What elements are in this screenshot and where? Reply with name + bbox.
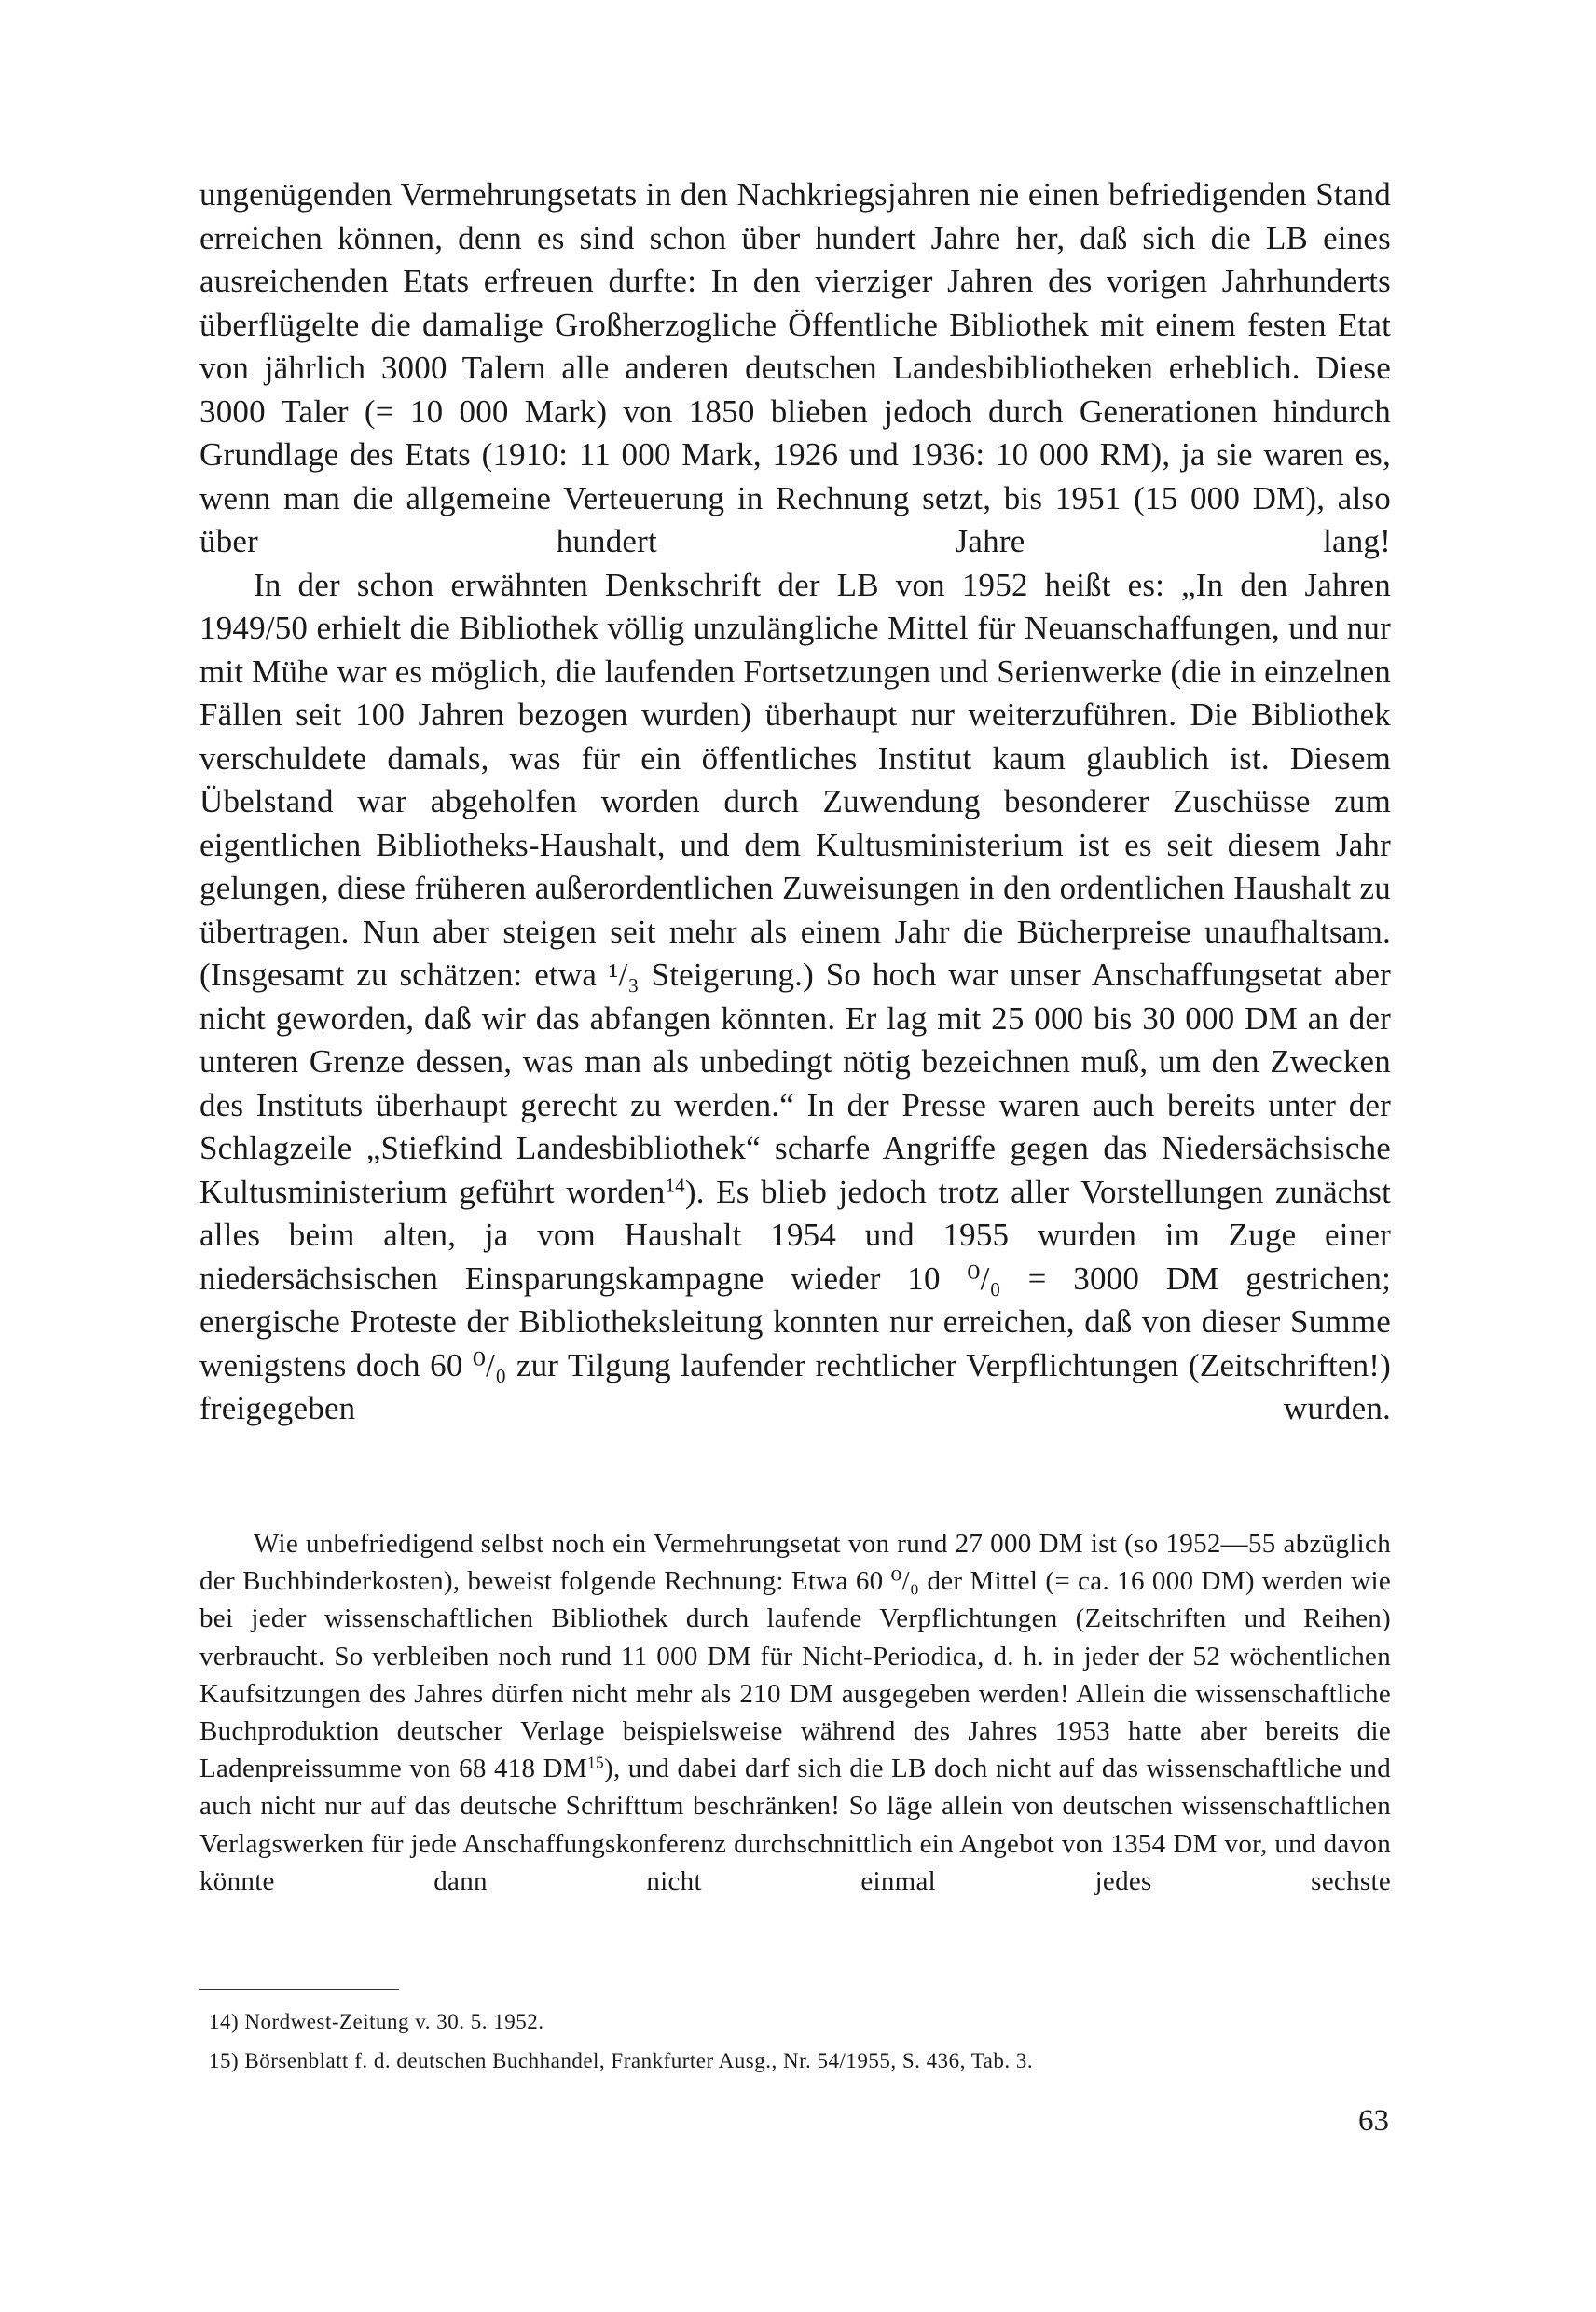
small-paragraph-text: Wie unbefriedigend selbst noch ein Vermehrungsetat von rund 27 000 DM ist (so 1952—55 abzüglich der Buchbinderkosten), beweist folgende Rechnung: Etwa 60 ⁰/₀ der Mittel (= ca. 16 000 DM) werden wie bei jeder wissenschaftlichen Bibliothek durch laufende Verpflichtungen (Zeitschriften und Reihen) verbraucht. So verbleiben noch rund 11 000 DM für Nicht-Periodica, d. h. in jeder der 52 wöchentlichen Kaufsitzungen des Jahres dürfen nicht mehr als 210 DM ausgegeben werden! Allein die wissenschaftliche Buchproduktion deutscher Verlage beispielsweise während des Jahres 1953 hatte aber bereits die Ladenpreissumme von 68 418 DM [200, 1529, 1391, 1784]
footnote-14: 14) Nordwest-Zeitung v. 30. 5. 1952. [209, 2010, 544, 2033]
paragraph-2 [200, 564, 1391, 1431]
footnote-ref-14: 14 [665, 1173, 685, 1196]
small-print-text [200, 1525, 1391, 1900]
paragraph-1: ungenügenden Vermehrungsetats in den Nachkriegsjahren nie einen befriedigenden Stand erreichen können, denn es sind schon über hundert Jahre her, daß sich die LB eines ausreichenden Etats erfreuen durfte: In den vierziger Jahren des vorigen Jahrhunderts überflügelte die damalige Großherzogliche Öffentliche Bibliothek mit einem festen Etat von jährlich 3000 Talern alle anderen deutschen Landesbibliotheken erheblich. Diese 3000 Taler (= 10 000 Mark) von 1850 blieben jedoch durch Generationen hindurch Grundlage des Etats (1910: 11 000 Mark, 1926 und 1936: 10 000 RM), ja sie waren es, wenn man die allgemeine Verteuerung in Rechnung setzt, bis 1951 (15 000 DM), also über hundert Jahre lang! [200, 176, 1391, 559]
paragraph-2-text: In der schon erwähnten Denkschrift der LB von 1952 heißt es: „In den Jahren 1949/50 erhielt die Bibliothek völlig unzulängliche Mittel für Neuanschaffungen, und nur mit Mühe war es möglich, die laufenden Fortsetzungen und Serienwerke (die in einzelnen Fällen seit 100 Jahren bezogen wurden) überhaupt nur weiterzuführen. Die Bibliothek verschuldete damals, was für ein öffentliches Institut kaum glaublich ist. Diesem Übelstand war abgeholfen worden durch Zuwendung besonderer Zuschüsse zum eigentlichen Bibliotheks-Haushalt, und dem Kultusministerium ist es seit diesem Jahr gelungen, diese früheren außerordentlichen Zuweisungen in den ordentlichen Haushalt zu übertragen. Nun aber steigen seit mehr als einem Jahr die Bücherpreise unaufhaltsam. (Insgesamt zu schätzen: etwa ¹/₃ Steigerung.) So hoch war unser Anschaffungsetat aber nicht geworden, daß wir das abfangen könnten. Er lag mit 25 000 bis 30 000 DM an der unteren Grenze dessen, was man als unbedingt nötig bezeichnen muß, um den Zwecken des Instituts überhaupt gerecht zu werden.“ In der Presse waren auch bereits unter der Schlagzeile „Stiefkind Landesbibliothek“ scharfe Angriffe gegen das Niedersächsische Kultusministerium geführt worden [200, 566, 1391, 1210]
small-paragraph [200, 1525, 1391, 1900]
footnotes [200, 2002, 1391, 2081]
page-number: 63 [1358, 2104, 1389, 2138]
footnote-divider [200, 1989, 399, 1990]
footnote-15: 15) Börsenblatt f. d. deutschen Buchhandel, Frankfurter Ausg., Nr. 54/1955, S. 436, Tab. 3. [209, 2049, 1034, 2072]
small-paragraph-continuation: ), und dabei darf sich die LB doch nicht auf das wissenschaftliche und auch nicht nur auf das deutsche Schrifttum beschränken! So läge allein von deutschen wissenschaftlichen Verlagswerken für jede Anschaffungskonferenz durchschnittlich ein Angebot von 1354 DM vor, und davon könnte dann nicht einmal jedes sechste [200, 1754, 1392, 1896]
main-text [200, 173, 1391, 1431]
footnote-ref-15: 15 [586, 1753, 604, 1772]
paragraph-2-continuation: ). Es blieb jedoch trotz aller Vorstellungen zunächst alles beim alten, ja vom Haushalt 1954 und 1955 wurden im Zuge einer niedersächsischen Einsparungskampagne wieder 10 ⁰/₀ = 3000 DM gestrichen; energische Proteste der Bibliotheksleitung konnten nur erreichen, daß von dieser Summe wenigstens doch 60 ⁰/₀ zur Tilgung laufender rechtlicher Verpflichtungen (Zeitschriften!) freigegeben wurden. [200, 1173, 1391, 1426]
